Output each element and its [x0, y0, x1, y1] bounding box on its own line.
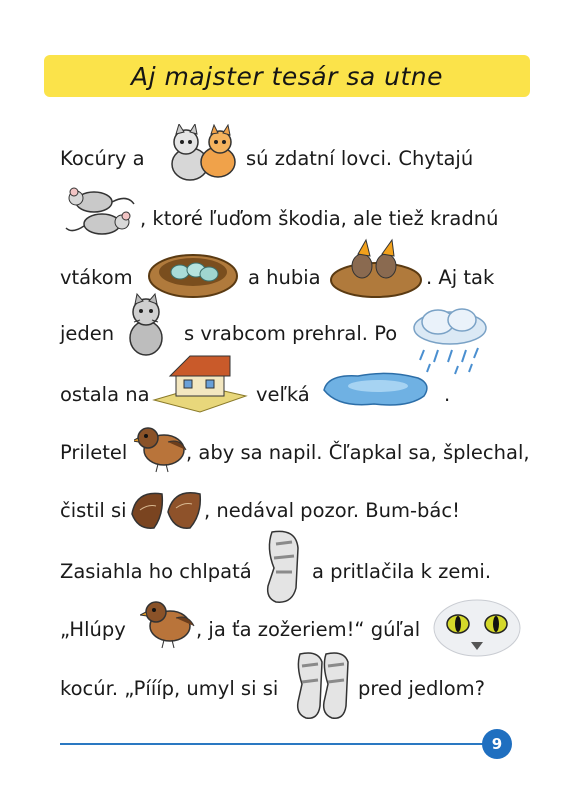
wings-icon — [126, 484, 208, 536]
puddle-icon — [318, 368, 434, 410]
nest-with-chicks-icon — [328, 236, 424, 300]
text-line-6a: Priletel — [60, 441, 128, 464]
cat-icon — [118, 292, 174, 358]
cats-icon — [160, 124, 242, 186]
text-line-7b: , nedával pozor. Bum-bác! — [204, 499, 460, 522]
text-line-5c: . — [444, 383, 451, 406]
text-line-1b: sú zdatní lovci. Chytajú — [246, 147, 474, 170]
text-line-8b: a pritlačila k zemi. — [312, 560, 492, 583]
text-line-9b: , ja ťa zožeriem!“ gúľal — [196, 618, 421, 641]
text-line-10a: kocúr. „Píííp, umyl si si — [60, 677, 279, 700]
text-line-1a: Kocúry a — [60, 147, 145, 170]
cat-eyes-icon — [432, 598, 522, 662]
paw-icon — [262, 528, 306, 606]
text-line-3c: . Aj tak — [426, 266, 495, 289]
mice-icon — [62, 184, 142, 242]
sparrow-icon — [140, 594, 196, 652]
paw-icon — [294, 648, 354, 726]
text-line-5b: veľká — [256, 383, 310, 406]
house-icon — [150, 350, 250, 416]
text-line-8a: Zasiahla ho chlpatá — [60, 560, 252, 583]
title-bar — [44, 55, 530, 97]
page-number: 9 — [482, 729, 512, 759]
page-title: Aj majster tesár sa utne — [131, 61, 443, 91]
text-line-6b: , aby sa napil. Čľapkal sa, šplechal, — [186, 441, 530, 464]
text-line-10b: pred jedlom? — [358, 677, 486, 700]
text-line-3a: vtákom — [60, 266, 133, 289]
text-line-4b: s vrabcom prehral. Po — [184, 322, 398, 345]
text-line-3b: a hubia — [248, 266, 321, 289]
footer-rule — [60, 743, 488, 745]
text-line-9a: „Hlúpy — [60, 618, 126, 641]
text-line-7a: čistil si — [60, 499, 127, 522]
text-line-5a: ostala na — [60, 383, 150, 406]
sparrow-icon — [134, 420, 190, 476]
text-line-2: , ktoré ľuďom škodia, ale tiež kradnú — [140, 207, 499, 230]
text-line-4a: jeden — [60, 322, 115, 345]
